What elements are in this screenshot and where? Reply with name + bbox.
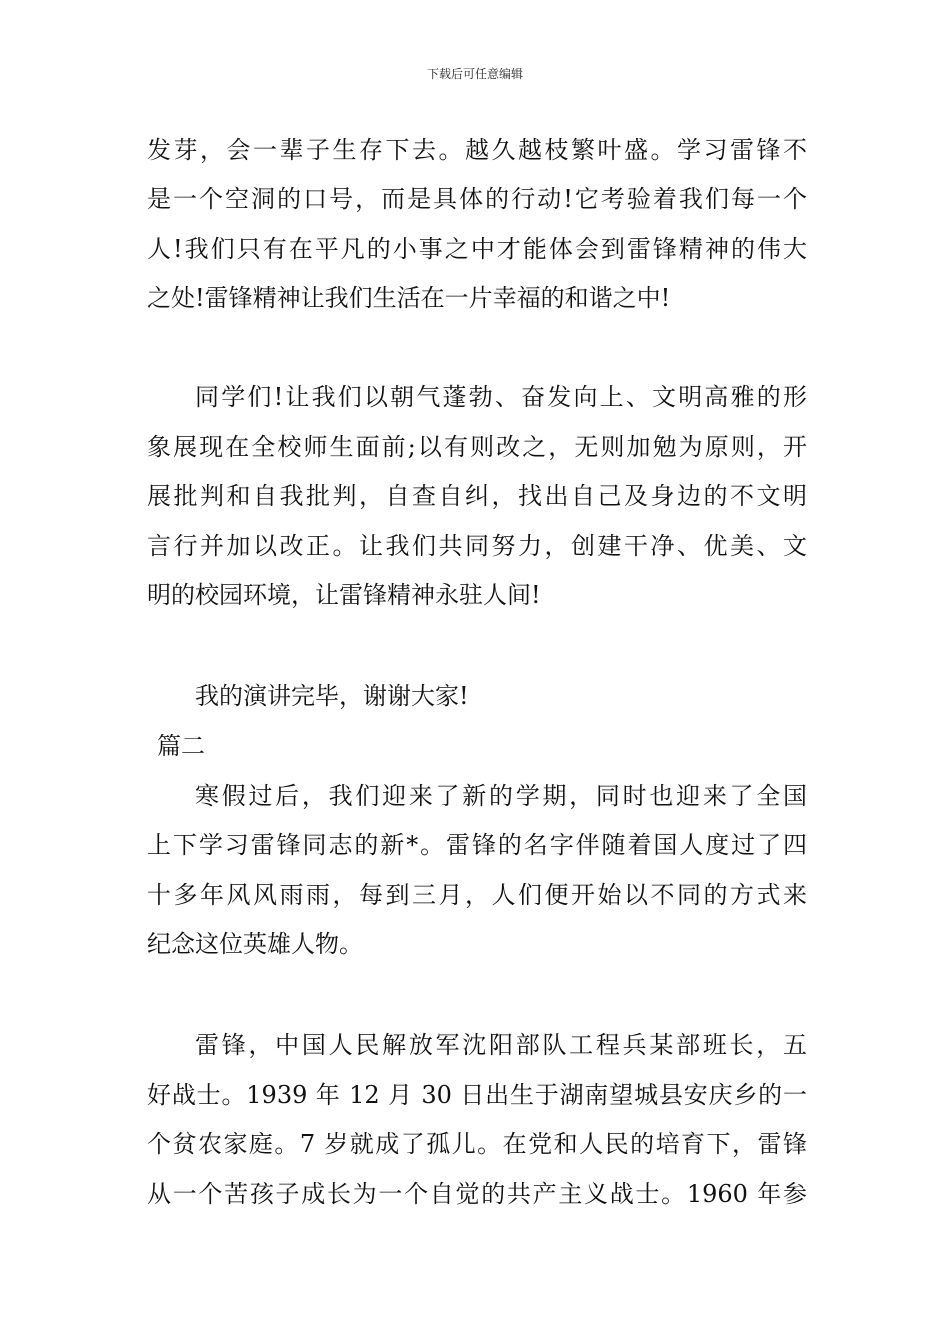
text-line: 好战士。1939 年 12 月 30 日出生于湖南望城县安庆乡的一: [147, 1081, 807, 1109]
page-header: 下载后可任意编辑: [426, 67, 523, 81]
text-line: 是一个空洞的口号，而是具体的行动!它考验着我们每一个: [147, 185, 807, 213]
text-line: 上下学习雷锋同志的新*。雷锋的名字伴随着国人度过了四: [147, 831, 807, 859]
text-line: 寒假过后，我们迎来了新的学期，同时也迎来了全国: [195, 782, 807, 810]
text-line: 从一个苦孩子成长为一个自觉的共产主义战士。1960 年参: [147, 1180, 807, 1208]
text-line: 言行并加以改正。让我们共同努力，创建干净、优美、文: [147, 532, 807, 560]
text-line: 同学们!让我们以朝气蓬勃、奋发向上、文明高雅的形: [195, 383, 807, 411]
document-body: [147, 0, 807, 1344]
text-line: 雷锋，中国人民解放军沈阳部队工程兵某部班长，五: [195, 1031, 807, 1059]
text-line: 象展现在全校师生面前;以有则改之，无则加勉为原则，开: [147, 433, 807, 461]
text-line: 十多年风风雨雨，每到三月，人们便开始以不同的方式来: [147, 881, 807, 909]
section-heading: 篇二: [157, 732, 205, 760]
text-line: 发芽，会一辈子生存下去。越久越枝繁叶盛。学习雷锋不: [147, 136, 807, 164]
text-line: 个贫农家庭。7 岁就成了孤儿。在党和人民的培育下，雷锋: [147, 1130, 807, 1158]
text-line: 纪念这位英雄人物。: [147, 930, 363, 958]
text-line: 明的校园环境，让雷锋精神永驻人间!: [147, 581, 541, 609]
text-line: 展批判和自我批判，自查自纠，找出自己及身边的不文明: [147, 482, 807, 510]
text-line: 人!我们只有在平凡的小事之中才能体会到雷锋精神的伟大: [147, 235, 807, 263]
text-line: 我的演讲完毕，谢谢大家!: [195, 682, 469, 710]
text-line: 之处!雷锋精神让我们生活在一片幸福的和谐之中!: [147, 284, 671, 312]
